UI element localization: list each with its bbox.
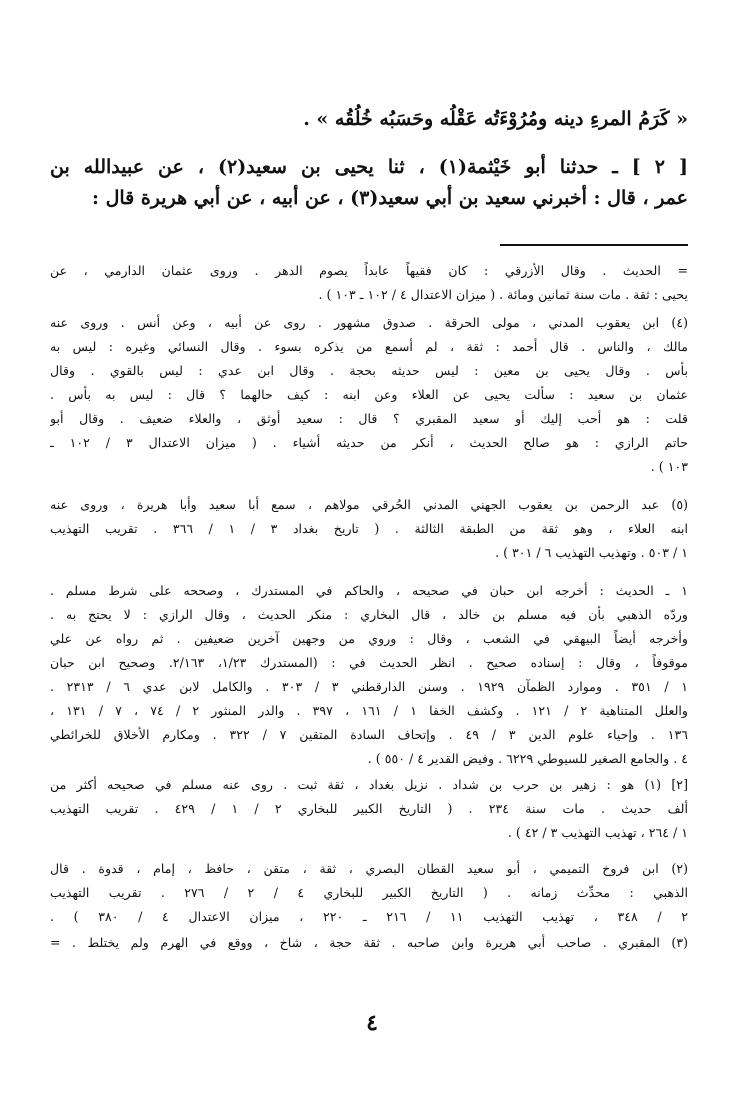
footnote-line: قلت : هو أحب إليك أو سعيد المقبري ؟ قال : سعيد أوثق ، والعلاء ضعيف . وقال أبو <box>50 411 688 426</box>
footnote-line: يحيى : ثقة . مات سنة ثمانين ومائة . ( ميزان الاعتدال ٤ / ١٠٢ ـ ١٠٣ ) . <box>318 287 688 302</box>
footnote-line: حاتم الرازي : هو صالح الحديث ، أنكر من حديثه أشياء . ( ميزان الاعتدال ٣ / ١٠٢ ـ <box>50 435 688 450</box>
footnote-line: (٤) ابن يعقوب المدني ، مولى الحرقة . صدوق مشهور . روى عن أبيه ، وعن أنس . وروى عنه <box>50 315 688 330</box>
footnote-line: [٢] (١) هو : زهير بن حرب بن شداد . نزيل بغداد ، ثقة ثبت . روى عنه مسلم في صحيحه أكثر من <box>50 777 688 792</box>
footnote-line: وردّه الذهبي بأن فيه مسلم بن خالد ، قال البخاري : منكر الحديث ، وقال الرازي : لا يحتج به . <box>50 607 688 622</box>
footnote-line: (٢) ابن فروخ التميمي ، أبو سعيد القطان البصري ، ثقة ، متقن ، حافظ ، إمام ، قدوة . قال <box>50 861 688 876</box>
footnote-line: ٢ / ٣٤٨ ، تهذيب التهذيب ١١ / ٢١٦ ـ ٢٢٠ ، ميزان الاعتدال ٤ / ٣٨٠ ) . <box>50 909 688 924</box>
footnote-line: (٥) عبد الرحمن بن يعقوب الجهني المدني الحُرقي مولاهم ، سمع أبا سعيد وأبا هريرة ، وروى عنه <box>50 497 688 512</box>
footnote-line: مالك ، والناس . قال أحمد : ثقة ، لم أسمع من يذكره بسوء . وقال النسائي وغيره : ليس به <box>50 339 688 354</box>
footnote-line: = الحديث . وقال الأزرقي : كان فقيهاً عابداً يصوم الدهر . وروى عثمان الدارمي ، عن <box>50 263 688 278</box>
footnote-line: ١ / ٣٥١ . وموارد الظمآن ١٩٢٩ . وسنن الدارقطني ٣ / ٣٠٣ . والكامل لابن عدي ٦ / ٢٣١٣ . <box>50 679 688 694</box>
footnote-line: ١٣٦ . وإحياء علوم الدين ٣ / ٤٩ . وإتحاف السادة المتقين ٧ / ٣٢٢ . ومكارم الأخلاق للخرائطي <box>50 727 688 742</box>
footnote-line: ١ ـ الحديث : أخرجه ابن حبان في صحيحه ، والحاكم في المستدرك ، وصححه على شرط مسلم . <box>50 583 688 598</box>
footnote-line: ٤ . والجامع الصغير للسيوطي ٦٢٢٩ . وفيض القدير ٤ / ٥٥٠ ) . <box>367 751 688 766</box>
hadith-text-line-1: « كَرَمُ المرءِ دينه ومُرُوْءَتُه عَقْلُه وحَسَبُه خُلُقُه » . <box>303 108 688 130</box>
footnote-line: ألف حديث . مات سنة ٢٣٤ . ( التاريخ الكبير للبخاري ٢ / ١ / ٤٢٩ . تقريب التهذيب <box>50 801 688 816</box>
hadith-text-line-2: [ ٢ ] ـ حدثنا أبو خَيْثمة(١) ، ثنا يحيى بن سعيد(٢) ، عن عبيدالله بن <box>50 156 688 178</box>
footnote-line: بأس . وقال يحيى بن معين : ليس حديثه بحجة . وقال ابن عدي : ليس بالقوي . وقال <box>50 363 688 378</box>
footnote-line: وأخرجه أيضاً البيهقي في الشعب ، وقال : وروي من وجهين آخرين ضعيفين . ثم رواه عن علي <box>50 631 688 646</box>
footnote-line: موقوفاً ، وقال : إسناده صحيح . انظر الحديث في : (المستدرك ١/٢٣، ٢/١٦٣. وصحيح ابن حبان <box>50 655 688 670</box>
footnote-line: عثمان بن سعيد : سألت يحيى عن العلاء وعن ابنه : كيف حالهما ؟ قال : ليس به بأس . <box>50 387 688 402</box>
footnote-line: الذهبي : محدِّث زمانه . ( التاريخ الكبير للبخاري ٤ / ٢ / ٢٧٦ . تقريب التهذيب <box>50 885 688 900</box>
hadith-text-line-3: عمر ، قال : أخبرني سعيد بن أبي سعيد(٣) ، عن أبيه ، عن أبي هريرة قال : <box>91 187 688 209</box>
footnote-line: والعلل المتناهية ٢ / ١٢١ . وكشف الخفا ١ / ١٦١ ، ٣٩٧ . والدر المنثور ٢ / ٧٤ ، ٧ / ١٣١ ، <box>50 703 688 718</box>
footnote-line: ١ / ٢٦٤ ، تهذيب التهذيب ٣ / ٤٢ ) . <box>507 825 688 840</box>
footnote-line: ابنه العلاء ، وهو ثقة من الطبقة الثالثة . ( تاريخ بغداد ٣ / ١ / ٣٦٦ . تقريب التهذيب <box>50 521 688 536</box>
footnote-line: ١ / ٥٠٣ . وتهذيب التهذيب ٦ / ٣٠١ ) . <box>495 545 688 560</box>
footnote-line: ١٠٣ ) . <box>650 459 688 474</box>
footnote-line: (٣) المقبري . صاحب أبي هريرة وابن صاحبه . ثقة حجة ، شاخ ، ووقع في الهرم ولم يختلط . = <box>50 935 688 950</box>
footnote-separator <box>500 244 688 246</box>
page-number: ٤ <box>366 1010 378 1036</box>
